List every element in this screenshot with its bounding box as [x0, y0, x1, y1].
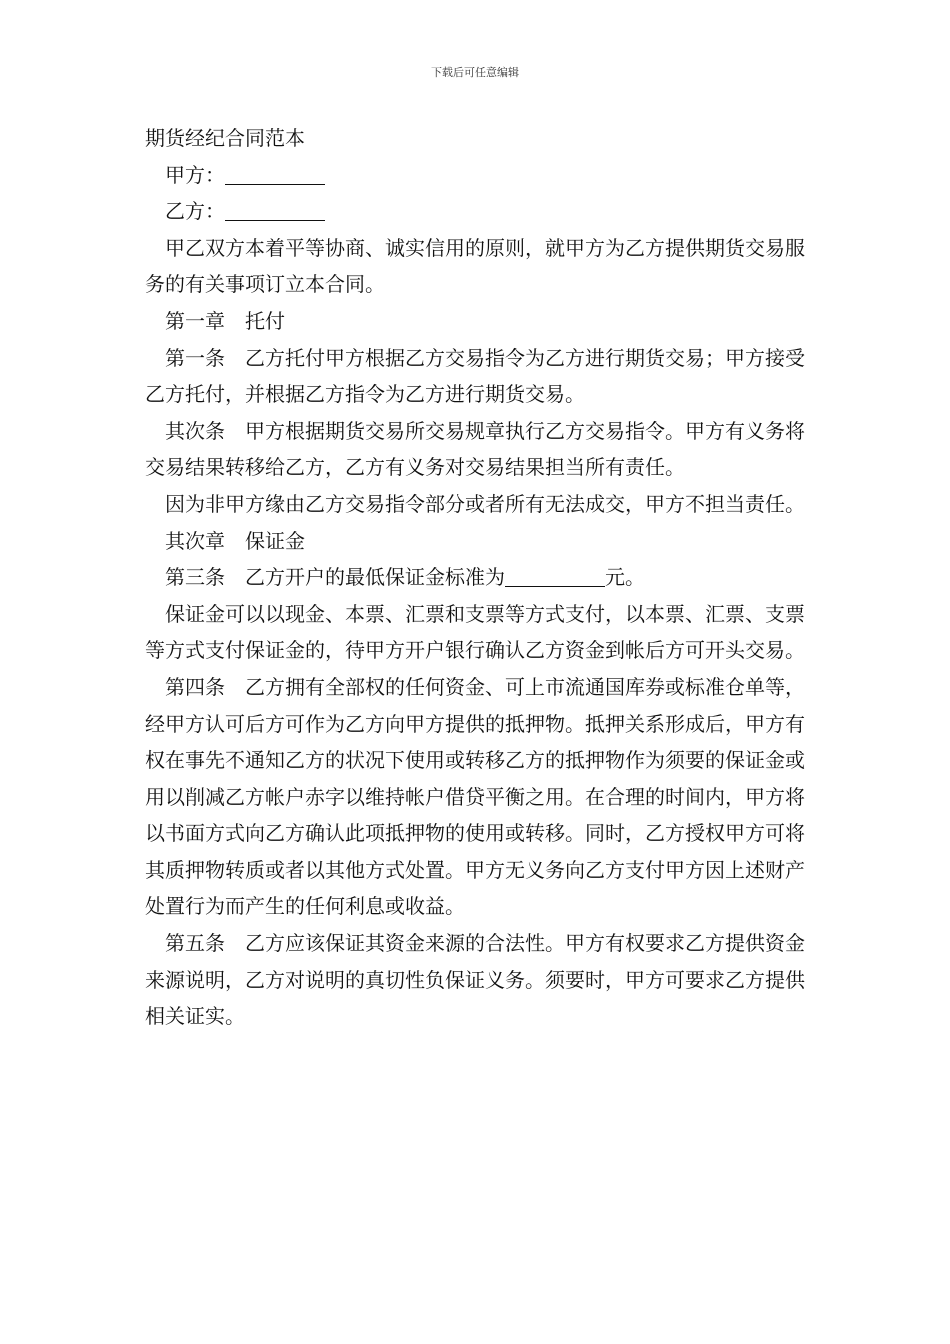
party-a-line [145, 157, 805, 194]
party-a-label: 甲方： [165, 162, 225, 187]
party-b-blank [225, 219, 325, 221]
article-3-extra-paragraph: 保证金可以以现金、本票、汇票和支票等方式支付，以本票、汇票、支票等方式支付保证金的，待甲方开户银行确认乙方资金到帐后方可开头交易。 [145, 601, 805, 663]
party-a-blank [225, 183, 325, 185]
article-2-extra-paragraph: 因为非甲方缘由乙方交易指令部分或者所有无法成交，甲方不担当责任。 [165, 491, 805, 516]
preamble-paragraph: 甲乙双方本着平等协商、诚实信用的原则，就甲方为乙方提供期货交易服务的有关事项订立本合同。 [145, 235, 805, 297]
article-3-paragraph [145, 559, 805, 596]
party-b-label: 乙方： [165, 199, 225, 224]
contract-document [145, 120, 805, 1035]
article-3-prefix: 第三条 乙方开户的最低保证金标准为 [165, 565, 505, 590]
article-1-paragraph: 第一条 乙方托付甲方根据乙方交易指令为乙方进行期货交易；甲方接受乙方托付，并根据乙方指令为乙方进行期货交易。 [145, 345, 805, 407]
article-4-paragraph: 第四条 乙方拥有全部权的任何资金、可上市流通国库券或标准仓单等，经甲方认可后方可作为乙方向甲方提供的抵押物。抵押关系形成后，甲方有权在事先不通知乙方的状况下使用或转移乙方的抵押物作为须要的保证金或用以削减乙方帐户赤字以维持帐户借贷平衡之用。在合理的时间内，甲方将以书面方式向乙方确认此项抵押物的使用或转移。同时，乙方授权甲方可将其质押物转质或者以其他方式处置。甲方无义务向乙方支付甲方因上述财产处置行为而产生的任何利息或收益。 [145, 674, 805, 919]
deposit-amount-blank [505, 585, 605, 587]
party-b-line [145, 193, 805, 230]
chapter-1-heading: 第一章 托付 [165, 308, 285, 333]
article-2-paragraph: 其次条 甲方根据期货交易所交易规章执行乙方交易指令。甲方有义务将交易结果转移给乙方，乙方有义务对交易结果担当所有责任。 [145, 418, 805, 480]
article-5-paragraph: 第五条 乙方应该保证其资金来源的合法性。甲方有权要求乙方提供资金来源说明，乙方对说明的真切性负保证义务。须要时，甲方可要求乙方提供相关证实。 [145, 931, 805, 1029]
chapter-2-heading: 其次章 保证金 [165, 528, 305, 553]
document-title: 期货经纪合同范本 [145, 126, 305, 150]
article-3-suffix: 元。 [605, 565, 645, 590]
header-note: 下载后可任意编辑 [431, 66, 519, 79]
